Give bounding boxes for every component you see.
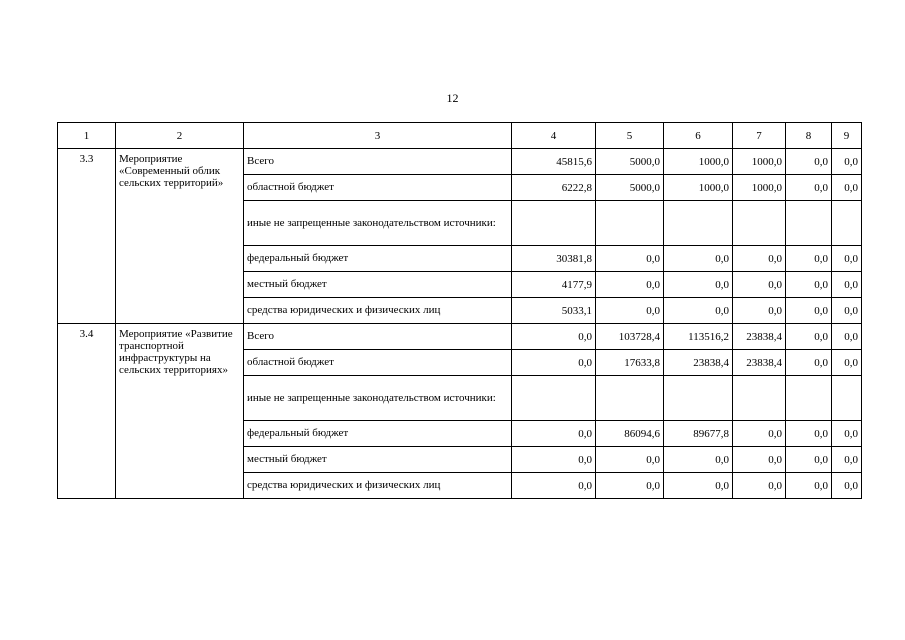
value-cell: 0,0 — [596, 298, 664, 324]
value-cell: 1000,0 — [733, 175, 786, 201]
header-cell: 8 — [786, 123, 832, 149]
budget-table — [57, 122, 862, 499]
value-cell: 113516,2 — [664, 324, 733, 350]
value-cell: 0,0 — [832, 324, 862, 350]
value-cell: 0,0 — [786, 246, 832, 272]
value-cell — [832, 376, 862, 421]
value-cell: 0,0 — [512, 473, 596, 499]
table-body — [58, 123, 862, 499]
value-cell: 0,0 — [664, 272, 733, 298]
value-cell: 0,0 — [596, 246, 664, 272]
value-cell: 103728,4 — [596, 324, 664, 350]
value-cell: 0,0 — [733, 421, 786, 447]
header-cell: 2 — [116, 123, 244, 149]
header-cell: 5 — [596, 123, 664, 149]
value-cell: 0,0 — [512, 421, 596, 447]
value-cell: 30381,8 — [512, 246, 596, 272]
value-cell: 86094,6 — [596, 421, 664, 447]
value-cell — [664, 201, 733, 246]
value-cell: 5033,1 — [512, 298, 596, 324]
funding-source-cell: средства юридических и физических лиц — [244, 473, 512, 499]
table-row — [58, 324, 862, 350]
value-cell: 0,0 — [733, 447, 786, 473]
value-cell: 17633,8 — [596, 350, 664, 376]
value-cell: 5000,0 — [596, 149, 664, 175]
value-cell: 0,0 — [832, 175, 862, 201]
value-cell: 0,0 — [786, 272, 832, 298]
value-cell: 23838,4 — [664, 350, 733, 376]
page-number: 12 — [446, 91, 459, 105]
value-cell: 0,0 — [786, 298, 832, 324]
value-cell: 0,0 — [786, 421, 832, 447]
value-cell: 0,0 — [664, 298, 733, 324]
value-cell — [596, 201, 664, 246]
value-cell: 0,0 — [832, 246, 862, 272]
value-cell: 5000,0 — [596, 175, 664, 201]
value-cell: 0,0 — [733, 298, 786, 324]
value-cell: 1000,0 — [733, 149, 786, 175]
value-cell — [786, 201, 832, 246]
funding-source-cell: иные не запрещенные законодательством источники: — [244, 201, 512, 246]
header-cell: 6 — [664, 123, 733, 149]
header-cell: 3 — [244, 123, 512, 149]
value-cell: 0,0 — [664, 447, 733, 473]
value-cell: 0,0 — [733, 246, 786, 272]
value-cell: 0,0 — [786, 473, 832, 499]
funding-source-cell: федеральный бюджет — [244, 246, 512, 272]
funding-source-cell: областной бюджет — [244, 175, 512, 201]
value-cell — [596, 376, 664, 421]
value-cell: 23838,4 — [733, 350, 786, 376]
value-cell: 0,0 — [664, 473, 733, 499]
header-row — [58, 123, 862, 149]
header-cell: 4 — [512, 123, 596, 149]
header-cell: 1 — [58, 123, 116, 149]
value-cell: 0,0 — [786, 175, 832, 201]
funding-source-cell: Всего — [244, 324, 512, 350]
value-cell — [664, 376, 733, 421]
funding-source-cell: средства юридических и физических лиц — [244, 298, 512, 324]
funding-source-cell: федеральный бюджет — [244, 421, 512, 447]
header-cell: 9 — [832, 123, 862, 149]
value-cell: 0,0 — [832, 447, 862, 473]
funding-source-cell: местный бюджет — [244, 447, 512, 473]
value-cell: 0,0 — [596, 473, 664, 499]
value-cell: 0,0 — [832, 272, 862, 298]
value-cell: 0,0 — [512, 350, 596, 376]
table-row — [58, 149, 862, 175]
value-cell: 0,0 — [664, 246, 733, 272]
item-number-cell: 3.4 — [58, 324, 116, 499]
value-cell: 0,0 — [832, 149, 862, 175]
header-cell: 7 — [733, 123, 786, 149]
funding-source-cell: местный бюджет — [244, 272, 512, 298]
item-name-cell: Мероприятие «Развитие транспортной инфраструктуры на сельских территориях» — [116, 324, 244, 499]
value-cell: 6222,8 — [512, 175, 596, 201]
value-cell: 0,0 — [786, 447, 832, 473]
value-cell — [512, 201, 596, 246]
value-cell: 0,0 — [786, 149, 832, 175]
value-cell — [832, 201, 862, 246]
value-cell: 0,0 — [596, 272, 664, 298]
value-cell: 0,0 — [512, 324, 596, 350]
funding-source-cell: областной бюджет — [244, 350, 512, 376]
value-cell: 23838,4 — [733, 324, 786, 350]
value-cell: 0,0 — [832, 298, 862, 324]
funding-source-cell: Всего — [244, 149, 512, 175]
value-cell: 0,0 — [512, 447, 596, 473]
value-cell: 0,0 — [832, 473, 862, 499]
value-cell — [733, 376, 786, 421]
value-cell: 89677,8 — [664, 421, 733, 447]
value-cell: 0,0 — [733, 473, 786, 499]
value-cell: 0,0 — [832, 421, 862, 447]
value-cell: 4177,9 — [512, 272, 596, 298]
value-cell: 0,0 — [786, 324, 832, 350]
value-cell: 0,0 — [786, 350, 832, 376]
value-cell: 0,0 — [596, 447, 664, 473]
value-cell: 1000,0 — [664, 149, 733, 175]
value-cell — [512, 376, 596, 421]
item-number-cell: 3.3 — [58, 149, 116, 324]
value-cell: 0,0 — [832, 350, 862, 376]
value-cell — [786, 376, 832, 421]
value-cell: 45815,6 — [512, 149, 596, 175]
value-cell — [733, 201, 786, 246]
item-name-cell: Мероприятие «Современный облик сельских территорий» — [116, 149, 244, 324]
value-cell: 1000,0 — [664, 175, 733, 201]
value-cell: 0,0 — [733, 272, 786, 298]
funding-source-cell: иные не запрещенные законодательством источники: — [244, 376, 512, 421]
